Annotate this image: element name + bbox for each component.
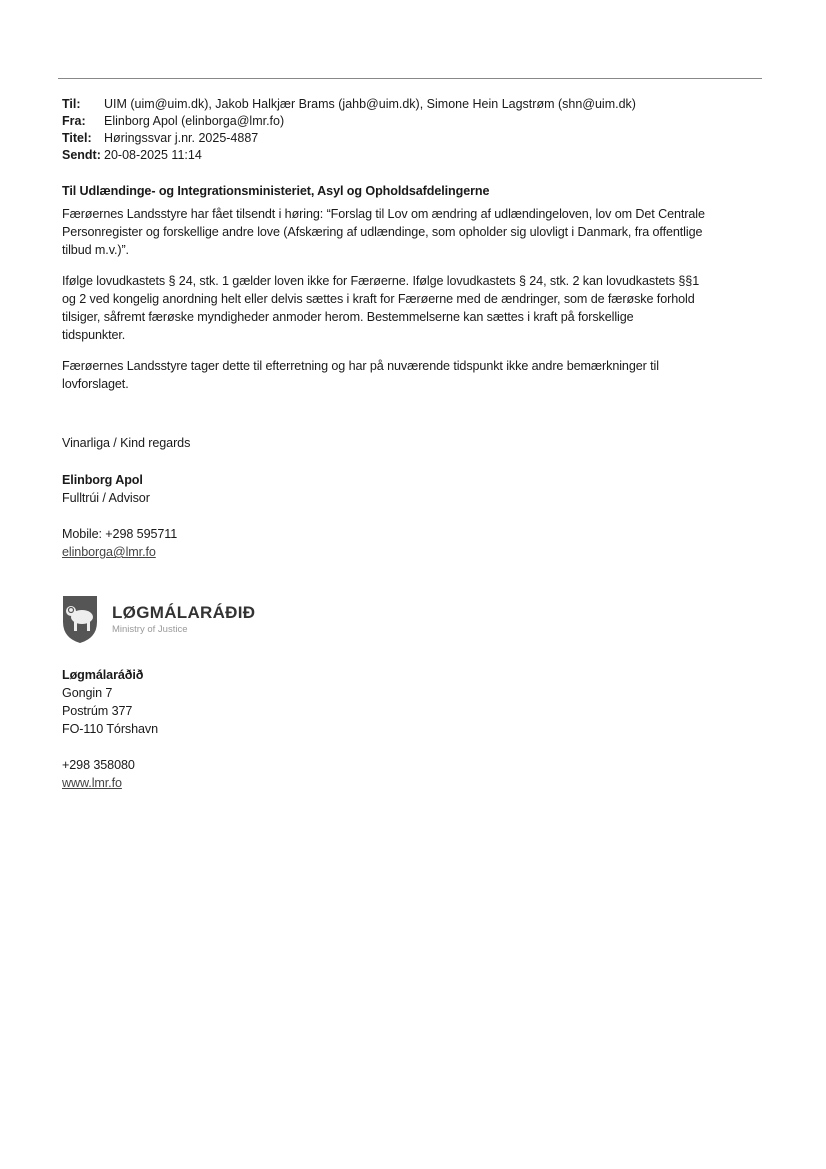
email-header — [62, 96, 636, 164]
paragraph-line: Færøernes Landsstyre tager dette til efterretning og har på nuværende tidspunkt ikke andre bemærkninger til — [62, 359, 659, 373]
organization-address — [62, 666, 158, 792]
signer-email-link[interactable]: elinborga@lmr.fo — [62, 545, 156, 559]
address-line: Postrúm 377 — [62, 704, 133, 718]
org-website-link[interactable]: www.lmr.fo — [62, 776, 122, 790]
org-name: Løgmálaráðið — [62, 668, 144, 682]
to-row — [62, 96, 636, 113]
header-divider — [58, 78, 762, 79]
paragraph-line: og 2 ved kongelig anordning helt eller delvis sættes i kraft for Færøerne med de ændringer, som de færøske forhold — [62, 292, 695, 306]
sent-label: Sendt: — [62, 148, 101, 162]
paragraph-line: Ifølge lovudkastets § 24, stk. 1 gælder loven ikke for Færøerne. Ifølge lovudkastets § 24, stk. 2 kan lovudkastets §§1 — [62, 274, 700, 288]
from-row — [62, 113, 636, 130]
sent-row — [62, 147, 636, 164]
paragraph-line: tilsiger, såfremt færøske myndigheder anmoder herom. Bestemmelserne kan sættes i kraft på forskellige — [62, 310, 634, 324]
paragraph-3 — [62, 357, 659, 393]
signer-name: Elinborg Apol — [62, 473, 143, 487]
paragraph-line: Personregister og forskellige andre love (Afskæring af udlændinge, som opholder sig ulovligt i Danmark, fra offentlige — [62, 225, 703, 239]
to-value: UIM (uim@uim.dk), Jakob Halkjær Brams (jahb@uim.dk), Simone Hein Lagstrøm (shn@uim.dk) — [104, 97, 636, 111]
from-value: Elinborg Apol (elinborga@lmr.fo) — [104, 114, 285, 128]
logo-subtitle: Ministry of Justice — [112, 624, 188, 635]
paragraph-2 — [62, 272, 699, 344]
title-value: Høringssvar j.nr. 2025-4887 — [104, 131, 259, 145]
coat-of-arms-ram-icon — [62, 594, 98, 644]
closing: Vinarliga / Kind regards — [62, 436, 191, 450]
letter-heading: Til Udlændinge- og Integrationsministeriet, Asyl og Opholdsafdelingerne — [62, 184, 490, 198]
paragraph-line: lovforslaget. — [62, 377, 129, 391]
signature-block — [62, 471, 177, 561]
signer-role: Fulltrúi / Advisor — [62, 491, 150, 505]
org-phone: +298 358080 — [62, 758, 135, 772]
ministry-logo — [62, 594, 255, 644]
sent-value: 20-08-2025 11:14 — [104, 148, 202, 162]
to-label: Til: — [62, 97, 81, 111]
title-row — [62, 130, 636, 147]
signer-mobile: Mobile: +298 595711 — [62, 527, 178, 541]
paragraph-line: tilbud m.v.)”. — [62, 243, 129, 257]
from-label: Fra: — [62, 114, 86, 128]
address-line: FO-110 Tórshavn — [62, 722, 159, 736]
paragraph-line: tidspunkter. — [62, 328, 126, 342]
logo-name: LØGMÁLARÁÐIÐ — [112, 603, 256, 622]
address-line: Gongin 7 — [62, 686, 113, 700]
paragraph-1 — [62, 205, 705, 259]
paragraph-line: Færøernes Landsstyre har fået tilsendt i høring: “Forslag til Lov om ændring af udlændingeloven, lov om Det Centrale — [62, 207, 705, 221]
title-label: Titel: — [62, 131, 92, 145]
